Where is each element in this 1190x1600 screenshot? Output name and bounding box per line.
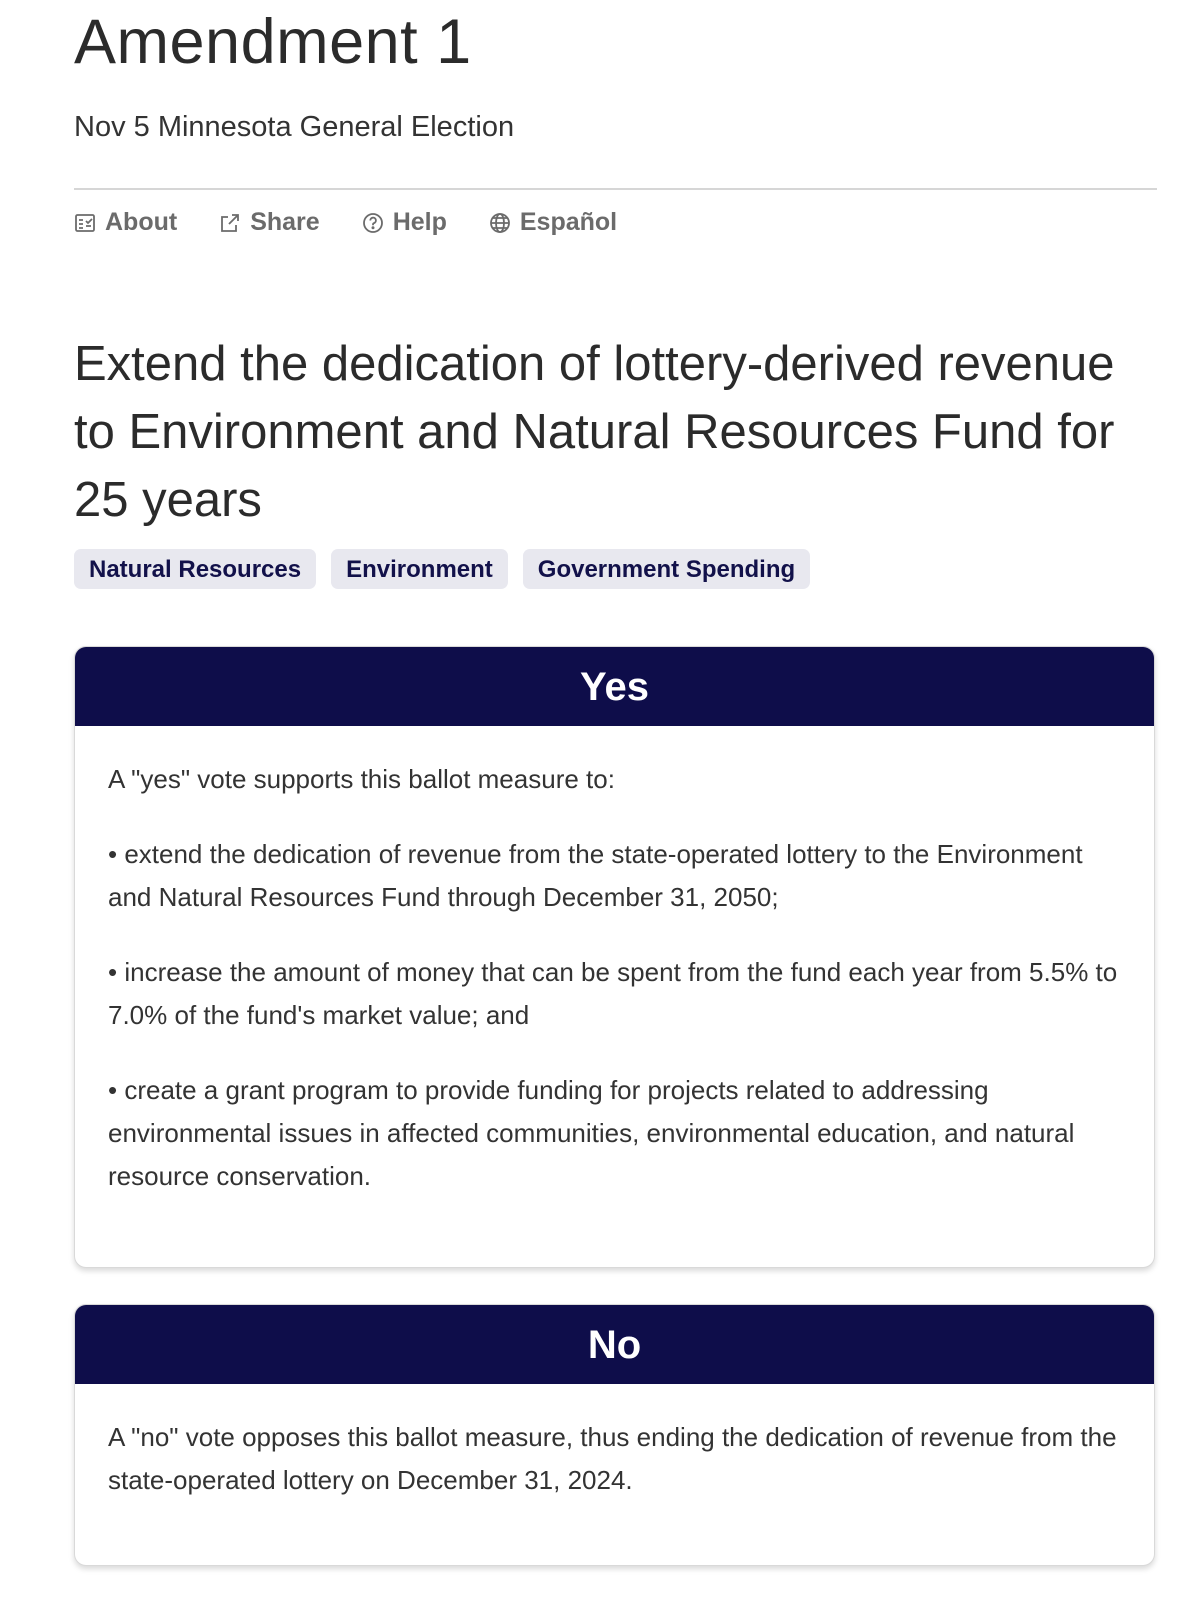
help-label: Help — [392, 208, 447, 236]
no-body — [75, 1384, 1154, 1554]
measure-heading: Extend the dedication of lottery-derived revenue to Environment and Natural Resources Fund for 25 years — [74, 337, 1115, 527]
no-header: No — [75, 1305, 1154, 1384]
yes-bullet: • extend the dedication of revenue from the state-operated lottery to the Environment and Natural Resources Fund through December 31, 2050; — [108, 839, 1083, 912]
yes-bullet: • increase the amount of money that can be spent from the fund each year from 5.5% to 7.0% of the fund's market value; and — [108, 957, 1118, 1030]
divider — [74, 188, 1157, 190]
topic-tags — [74, 549, 810, 589]
election-subtitle: Nov 5 Minnesota General Election — [74, 111, 515, 143]
yes-intro: A "yes" vote supports this ballot measure to: — [108, 764, 615, 794]
page-title: Amendment 1 — [74, 7, 472, 77]
yes-body — [75, 726, 1154, 1250]
espanol-button[interactable] — [489, 208, 617, 237]
yes-header: Yes — [75, 647, 1154, 726]
help-icon — [362, 212, 384, 234]
about-icon — [74, 212, 96, 234]
share-button[interactable] — [219, 208, 319, 237]
about-label: About — [105, 208, 178, 236]
about-button[interactable] — [74, 208, 177, 237]
tag-natural-resources[interactable]: Natural Resources — [74, 549, 316, 589]
globe-icon — [489, 212, 511, 234]
action-bar — [74, 208, 617, 237]
share-icon — [219, 212, 241, 234]
yes-card — [74, 646, 1155, 1268]
yes-bullet: • create a grant program to provide funding for projects related to addressing environmental issues in affected communities, environmental education, and natural resource conservation. — [108, 1075, 1075, 1191]
tag-government-spending[interactable]: Government Spending — [523, 549, 810, 589]
espanol-label: Español — [519, 208, 618, 236]
no-text: A "no" vote opposes this ballot measure, thus ending the dedication of revenue from the state-operated lottery on December 31, 2024. — [108, 1422, 1117, 1495]
no-card — [74, 1304, 1155, 1566]
share-label: Share — [250, 208, 320, 236]
tag-environment[interactable]: Environment — [331, 549, 508, 589]
help-button[interactable] — [362, 208, 447, 237]
